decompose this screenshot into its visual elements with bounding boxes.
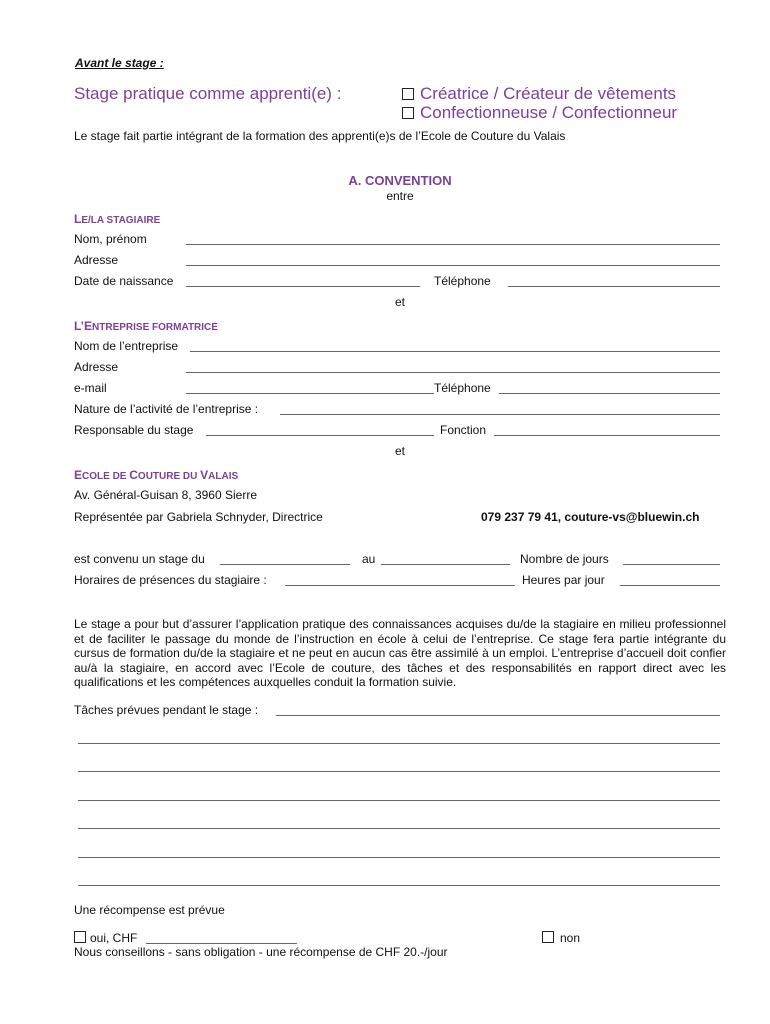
date-fin-field[interactable] [381, 564, 510, 565]
entreprise-telephone-label: Téléphone [434, 381, 491, 395]
au-label: au [362, 552, 376, 566]
taches-field-2[interactable] [78, 743, 720, 744]
but-paragraph: Le stage a pour but d’assurer l’application pratique des connaissances acquises du/de la stagiaire en milieu professionnel et de faciliter le passage du monde de l’instruction en école à celui de l’entreprise. Ce stage fera partie intégrante du cursus de formation du/de la stagiaire et ne peut en aucun cas être assimilé à un emploi. L’entreprise d’accueil doit confier au/à la stagiaire, en accord avec l’Ecole de couture, des tâches et des responsabilités en rapport direct avec les qualifications et les compétences auxquelles conduit la formation suivie. [74, 617, 726, 689]
entreprise-nom-label: Nom de l’entreprise [74, 339, 179, 353]
date-naissance-label: Date de naissance [74, 274, 174, 288]
date-debut-field[interactable] [220, 564, 350, 565]
taches-field-3[interactable] [78, 771, 720, 772]
checkbox-oui[interactable] [74, 931, 86, 943]
jours-label: Nombre de jours [520, 552, 609, 566]
heures-label: Heures par jour [522, 573, 605, 587]
entre-text: entre [386, 189, 414, 203]
recompense-non[interactable] [542, 931, 580, 945]
page-title: Stage pratique comme apprenti(e) : [74, 84, 342, 103]
ecole-address: Av. Général-Guisan 8, 3960 Sierre [74, 488, 257, 502]
nom-field[interactable] [186, 244, 720, 245]
recompense-oui[interactable] [74, 931, 137, 945]
et-text: et [394, 295, 405, 309]
chf-amount-field[interactable] [146, 943, 297, 944]
telephone-field[interactable] [508, 286, 720, 287]
option-confection[interactable] [402, 103, 677, 123]
stagiaire-heading: LE/LA STAGIAIRE [74, 212, 161, 226]
ecole-contact: 079 237 79 41, couture-vs@bluewin.ch [481, 510, 700, 524]
ecole-representee: Représentée par Gabriela Schnyder, Directrice [74, 510, 323, 524]
email-label: e-mail [74, 381, 107, 395]
taches-field-5[interactable] [78, 828, 720, 829]
entreprise-telephone-field[interactable] [499, 393, 720, 394]
horaires-label: Horaires de présences du stagiaire : [74, 573, 267, 587]
entreprise-adresse-field[interactable] [186, 372, 720, 373]
nature-field[interactable] [280, 414, 720, 415]
taches-field-6[interactable] [78, 857, 720, 858]
section-label-avant: Avant le stage : [75, 56, 164, 70]
adresse-label: Adresse [74, 253, 119, 267]
option-confection-label: Confectionneuse / Confectionneur [420, 103, 678, 122]
entreprise-nom-field[interactable] [190, 351, 720, 352]
ecole-heading: ECOLE DE COUTURE DU VALAIS [74, 468, 239, 482]
heures-field[interactable] [620, 585, 720, 586]
nature-label: Nature de l’activité de l’entreprise : [74, 402, 259, 416]
fonction-label: Fonction [440, 423, 487, 437]
responsable-label: Responsable du stage [74, 423, 194, 437]
taches-field-1[interactable] [276, 715, 720, 716]
checkbox-confection[interactable] [402, 107, 414, 119]
et-text-2: et [394, 444, 405, 458]
horaires-field[interactable] [285, 585, 515, 586]
date-naissance-field[interactable] [186, 286, 420, 287]
responsable-field[interactable] [206, 435, 434, 436]
entreprise-heading: L’ENTREPRISE FORMATRICE [74, 319, 218, 333]
taches-field-4[interactable] [78, 800, 720, 801]
recompense-label: Une récompense est prévue [74, 903, 225, 917]
oui-label: oui, CHF [90, 931, 138, 945]
telephone-label: Téléphone [434, 274, 491, 288]
entreprise-adresse-label: Adresse [74, 360, 119, 374]
taches-label: Tâches prévues pendant le stage : [74, 703, 259, 717]
email-field[interactable] [186, 393, 434, 394]
fonction-field[interactable] [494, 435, 720, 436]
adresse-field[interactable] [186, 265, 720, 266]
checkbox-createur[interactable] [402, 88, 414, 100]
convention-title: A. CONVENTION [348, 173, 452, 188]
jours-field[interactable] [623, 564, 720, 565]
checkbox-non[interactable] [542, 931, 554, 943]
intro-text: Le stage fait partie intégrant de la formation des apprenti(e)s de l’Ecole de Couture du Valais [74, 129, 566, 143]
conseil-text: Nous conseillons - sans obligation - une récompense de CHF 20.-/jour [74, 945, 448, 959]
nom-label: Nom, prénom [74, 232, 147, 246]
option-createur-label: Créatrice / Créateur de vêtements [420, 84, 677, 103]
convenu-label: est convenu un stage du [74, 552, 205, 566]
option-createur[interactable] [402, 84, 676, 104]
non-label: non [560, 931, 581, 945]
taches-field-7[interactable] [78, 885, 720, 886]
